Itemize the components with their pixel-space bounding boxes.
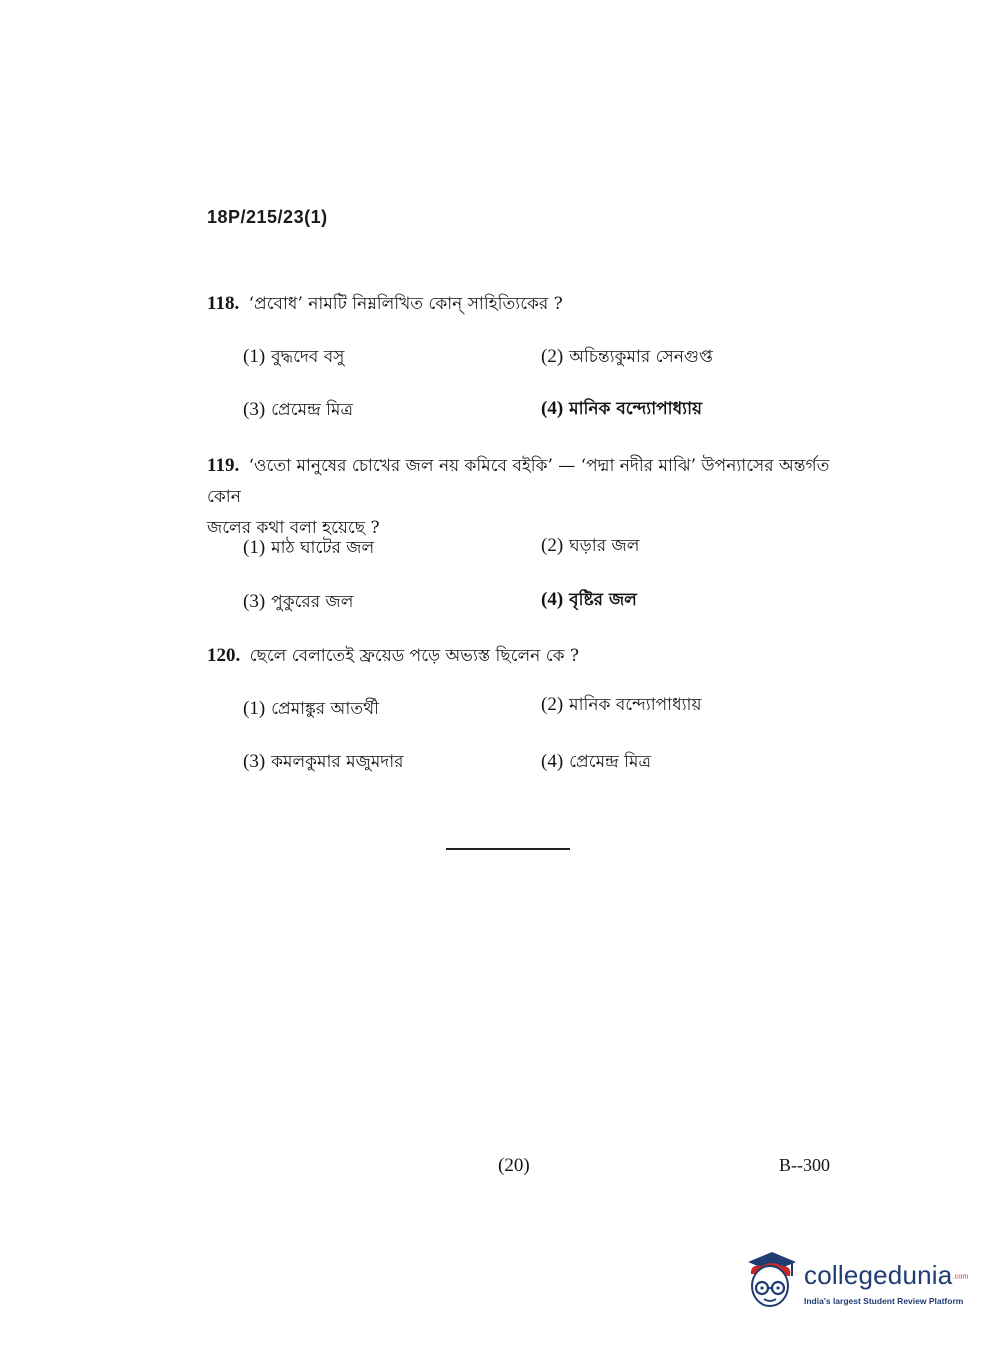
question-text: ছেলে বেলাতেই ফ্রয়েড পড়ে অভ্যস্ত ছিলেন কে ?: [249, 646, 580, 666]
end-of-section-rule: [446, 848, 570, 850]
option-text: প্রেমেন্দ্র মিত্র: [569, 752, 651, 772]
option-text: ঘড়ার জল: [569, 536, 640, 556]
option-number: (3): [243, 751, 266, 772]
paper-code: 18P/215/23(1): [207, 207, 328, 227]
option-number: (1): [243, 346, 266, 367]
question-118: [207, 288, 837, 320]
option-number: (2): [541, 694, 564, 715]
option-120-1: [243, 697, 379, 721]
option-119-4: [541, 588, 637, 612]
option-text: পুকুরের জল: [271, 592, 354, 612]
option-number: (1): [243, 537, 266, 558]
question-text: ‘প্রবোধ’ নামটি নিম্নলিখিত কোন্ সাহিত্যিকের ?: [248, 294, 563, 314]
brand-name: [804, 1260, 968, 1291]
student-mascot-icon: [742, 1250, 800, 1312]
option-120-2: [541, 693, 702, 717]
option-text: বৃষ্টির জল: [569, 590, 637, 610]
option-118-1: [243, 345, 344, 369]
option-118-2: [541, 345, 713, 369]
option-text: মানিক বন্দ্যোপাধ্যায়: [569, 695, 702, 715]
option-118-3: [243, 398, 353, 422]
question-text-line-2: জলের কথা বলা হয়েছে ?: [207, 518, 380, 538]
option-text: মাঠ ঘাটের জল: [271, 538, 375, 558]
option-number: (4): [541, 589, 564, 610]
option-119-3: [243, 590, 353, 614]
option-118-4: [541, 397, 702, 421]
option-number: (3): [243, 399, 266, 420]
question-120: [207, 640, 837, 672]
brand-suffix: .com: [952, 1273, 969, 1281]
option-number: (1): [243, 698, 266, 719]
page-number: (20): [498, 1155, 530, 1176]
option-number: (2): [541, 535, 564, 556]
question-number: 118.: [207, 293, 240, 314]
option-number: (4): [541, 751, 564, 772]
option-text: মানিক বন্দ্যোপাধ্যায়: [569, 399, 703, 419]
question-text-line-1: ‘ওতো মানুষের চোখের জল নয় কমিবে বইকি’ — ‘পদ্মা নদীর মাঝি’ উপন্যাসের অন্তর্গত কোন: [207, 456, 830, 507]
option-text: প্রেমাঙ্কুর আতর্থী: [271, 699, 379, 719]
option-120-4: [541, 750, 651, 774]
option-number: (4): [541, 398, 564, 419]
collegedunia-watermark: [742, 1250, 972, 1320]
option-text: প্রেমেন্দ্র মিত্র: [271, 400, 353, 420]
question-number: 119.: [207, 455, 240, 476]
option-119-1: [243, 536, 374, 560]
option-text: অচিন্ত্যকুমার সেনগুপ্ত: [569, 347, 713, 367]
option-text: বুদ্ধদেব বসু: [271, 347, 345, 367]
booklet-code: B--300: [779, 1155, 830, 1175]
brand-tagline: India's largest Student Review Platform: [804, 1296, 964, 1306]
question-119: [207, 450, 837, 544]
option-number: (3): [243, 591, 266, 612]
option-119-2: [541, 534, 639, 558]
option-120-3: [243, 750, 403, 774]
option-number: (2): [541, 346, 564, 367]
brand-name-text: collegedunia: [804, 1260, 953, 1290]
option-text: কমলকুমার মজুমদার: [271, 752, 404, 772]
question-number: 120.: [207, 645, 241, 666]
